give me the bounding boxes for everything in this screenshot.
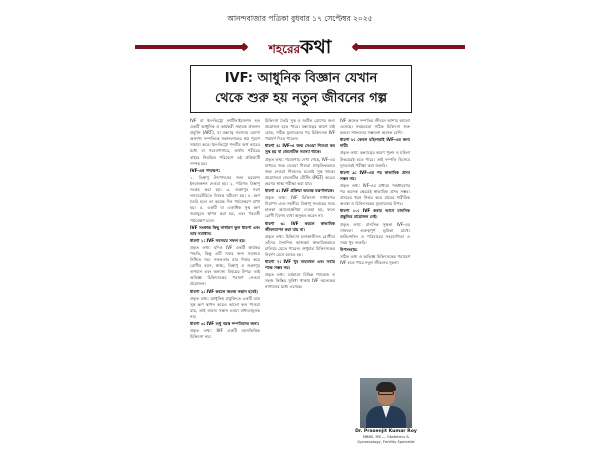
article-paragraph: প্রকৃত তথ্য: গবেষণায় দেখা গেছে, IVF-এর মাধ্যমে জন্ম নেওয়া শিশুরা প্রাকৃতিকভাবে জন্ম নেওয়া শিশুদের মতোই সুস্থ থাকে। প্রয়োজনে জেনেটিক টেস্টিং (PGT) করেও ভ্রূণের স্বাস্থ্য পরীক্ষা করা যায়।: [265, 156, 335, 186]
article-paragraph: সঠিক তথ্য ও অভিজ্ঞ চিকিৎসকের পরামর্শে IVF হতে পারে নতুন জীবনের সূচনা।: [340, 253, 410, 266]
article-subheading: ধারণা ৫: IVF প্রক্রিয়া অত্যন্ত যন্ত্রণাদায়ক।: [265, 188, 335, 194]
article-paragraph: IVF বা ইন-ভিট্রো ফার্টিলাইজেশন হল একটি আধুনিক ও কার্যকরী সহায়ক প্রজনন প্রযুক্তি (ART), যা বন্ধ্যাত্ব সমস্যায় ভোগা অসংখ্য দম্পতিকে সন্তানলাভের স্বপ্ন পূরণে সাহায্য করে। ইন-ভিট্রো শব্দটির অর্থ কাচের মধ্যে বা গবেষণাগারে, অর্থাৎ শরীরের বাইরে নিয়ন্ত্রিত পরিবেশে এই প্রক্রিয়াটি সম্পন্ন হয়।: [190, 118, 260, 166]
article-subheading: IVF সংক্রান্ত কিছু সাধারণ ভুল ধারণা এবং তার সমাধান:: [190, 224, 260, 236]
article-paragraph: IVF অনেক দম্পতির জীবনে আশার আলো এনেছে। সময়মতো সঠিক চিকিৎসা শুরু করলে সাফল্যের সম্ভাবনা অনেক বেশি।: [340, 118, 410, 136]
headline: [191, 69, 411, 109]
section-banner: [135, 36, 465, 58]
article-paragraph: প্রকৃত তথ্য: যদিও IVF একটি কার্যকর পদ্ধতি, কিন্তু এটি সবার জন্য সবসময় নিশ্চিত নয়। সফলতার হার নির্ভর করে রোগীর বয়স, স্বাস্থ্য, ডিম্বাণু ও শুক্রাণুর গুণমান এবং অন্যান্য বিষয়ের উপর। তাই অভিজ্ঞ চিকিৎসকের পরামর্শ নেওয়া প্রয়োজন।: [190, 244, 260, 287]
article-subheading: উপসংহার:: [340, 246, 358, 252]
banner-bar-right: [353, 45, 465, 49]
article-paragraph: প্রকৃত তথ্য: IVF চিকিৎসা সাধারণত নিরাপদ এবং সহনীয়। ডিম্বাণু সংগ্রহের সময় হালকা অ্যানেস্থেশিয়া দেওয়া হয়, ফলে রোগী বিশেষ ব্যথা অনুভব করেন না।: [265, 195, 335, 219]
banner-bar-left: [135, 45, 247, 49]
section-title-word2: কথা: [300, 36, 332, 58]
article-paragraph: প্রকৃত তথ্য: IVF-এর মাধ্যমে গর্ভধারণের পর অনেক ক্ষেত্রেই স্বাভাবিক প্রসব সম্ভব। প্রসবের ধরন নির্ভর করে মায়ের শারীরিক অবস্থা ও চিকিৎসকের মূল্যায়নের উপর।: [340, 182, 410, 207]
article-subheading: ধারণা ২: IVF করলে জমজ সন্তান হবেই।: [190, 288, 258, 294]
article-paragraph: প্রকৃত তথ্য: বন্ধ্যাত্বের কারণ পুরুষ ও মহিলা উভয়েরই হতে পারে। তাই দম্পতি হিসেবে দুজনেরই পরীক্ষা করা জরুরি।: [340, 150, 410, 168]
article-subheading: IVF-এর পদক্ষেপ:: [190, 167, 221, 173]
article-subheading: ধারণা ৬: IVF করলে স্বাভাবিক জীবনযাপন করা যায় না।: [265, 220, 335, 232]
article-subheading: ধারণা ৪: IVF-এ জন্ম নেওয়া শিশুরা কম সুস্থ হয় বা জেনেটিক সমস্যা থাকে।: [265, 143, 335, 155]
article-paragraph: প্রকৃত তথ্য: চিকিৎসা চলাকালীনও রোগীরা তাঁদের দৈনন্দিন কাজকর্ম স্বাভাবিকভাবে চালিয়ে যেতে পারেন। শুধুমাত্র চিকিৎসকের নির্দেশ মেনে চলতে হয়।: [265, 233, 335, 257]
author-title: MBBS, MS — Obstetrics & Gynaecology, Fertility Specialist: [357, 435, 415, 444]
article-subheading: ধারণা ১: IVF সবসময় সফল হয়।: [190, 237, 246, 243]
article-paragraph: প্রকৃত তথ্য: বর্তমানে বিভিন্ন প্যাকেজ ও সহজ কিস্তির সুবিধা থাকায় IVF অনেকের নাগালের মধ্যে এসেছে।: [265, 272, 335, 290]
article-paragraph: প্রকৃত তথ্য: আধুনিক প্রযুক্তিতে একটি মাত্র সুস্থ ভ্রূণ স্থাপন করেও ভালো ফল পাওয়া যায়, তাই জমজ সন্তান হওয়া বাধ্যতামূলক নয়।: [190, 295, 260, 319]
author-photo: [360, 378, 412, 428]
author-name: Dr. Prasenjit Kumar Roy: [355, 429, 417, 434]
article-paragraph: চিকিৎসা তৈরি সুস্থ ও জটিল রোগের জন্য প্রয়োজন হতে পারে। বন্ধ্যাত্বের কারণ যাই হোক, সঠিক মূল্যায়নের পর চিকিৎসক IVF পরামর্শ দিতে পারেন।: [265, 118, 335, 142]
article-column-1: [190, 118, 260, 440]
headline-box: [190, 65, 412, 113]
article-subheading: ধারণা ১০: IVF করার আগে মানসিক প্রস্তুতির প্রয়োজন নেই।: [340, 208, 410, 220]
article-subheading: ধারণা ৮: কেবল মহিলারাই IVF-এর জন্য দায়ী।: [340, 137, 410, 149]
section-title: [255, 36, 345, 60]
article-paragraph: প্রকৃত তথ্য: IVF একটি বয়সভিত্তিক চিকিৎসা নয়।: [190, 328, 260, 340]
article-paragraph: ১. ডিম্বাণু উৎপাদনের জন্য হরমোন ইনজেকশন দেওয়া হয়। ২. পরিণত ডিম্বাণু সংগ্রহ করা হয়। ৩. শুক্রাণুর সঙ্গে ল্যাবরেটরিতে নিষেক ঘটানো হয়। ৪. ভ্রূণ তৈরি হলে তা কয়েক দিন পর্যবেক্ষণে রাখা হয়। ৫. একটি বা একাধিক সুস্থ ভ্রূণ জরায়ুতে স্থাপন করা হয়, এবং পরবর্তী পর্যবেক্ষণ চলে।: [190, 174, 260, 223]
article-subheading: ধারণা ৯: IVF-এর পর স্বাভাবিক প্রসব সম্ভব নয়।: [340, 169, 410, 181]
headline-line1: IVF: আধুনিক বিজ্ঞান যেখান: [224, 71, 378, 86]
headline-line2: থেকে শুরু হয় নতুন জীবনের গল্প: [214, 91, 388, 106]
article-subheading: ধারণা ৩: IVF শুধু বয়স্ক দম্পতিদের জন্য।: [190, 321, 260, 326]
article-column-2: [265, 118, 335, 440]
article-paragraph: প্রকৃত তথ্য: মানসিক সুস্থতা IVF-এর সাফল্যে গুরুত্বপূর্ণ ভূমিকা রাখে। কাউন্সেলিং ও পরিবারের সহযোগিতা এ সময় খুব জরুরি।: [340, 221, 410, 245]
masthead: আনন্দবাজার পত্রিকা বুধবার ১৭ সেপ্টেম্বর ২০২৫: [227, 14, 373, 23]
article-subheading: ধারণা ৭: IVF খুব ব্যয়বহুল এবং সবার পক্ষে সম্ভব নয়।: [265, 259, 335, 271]
section-title-word1: শহরের: [268, 42, 301, 56]
